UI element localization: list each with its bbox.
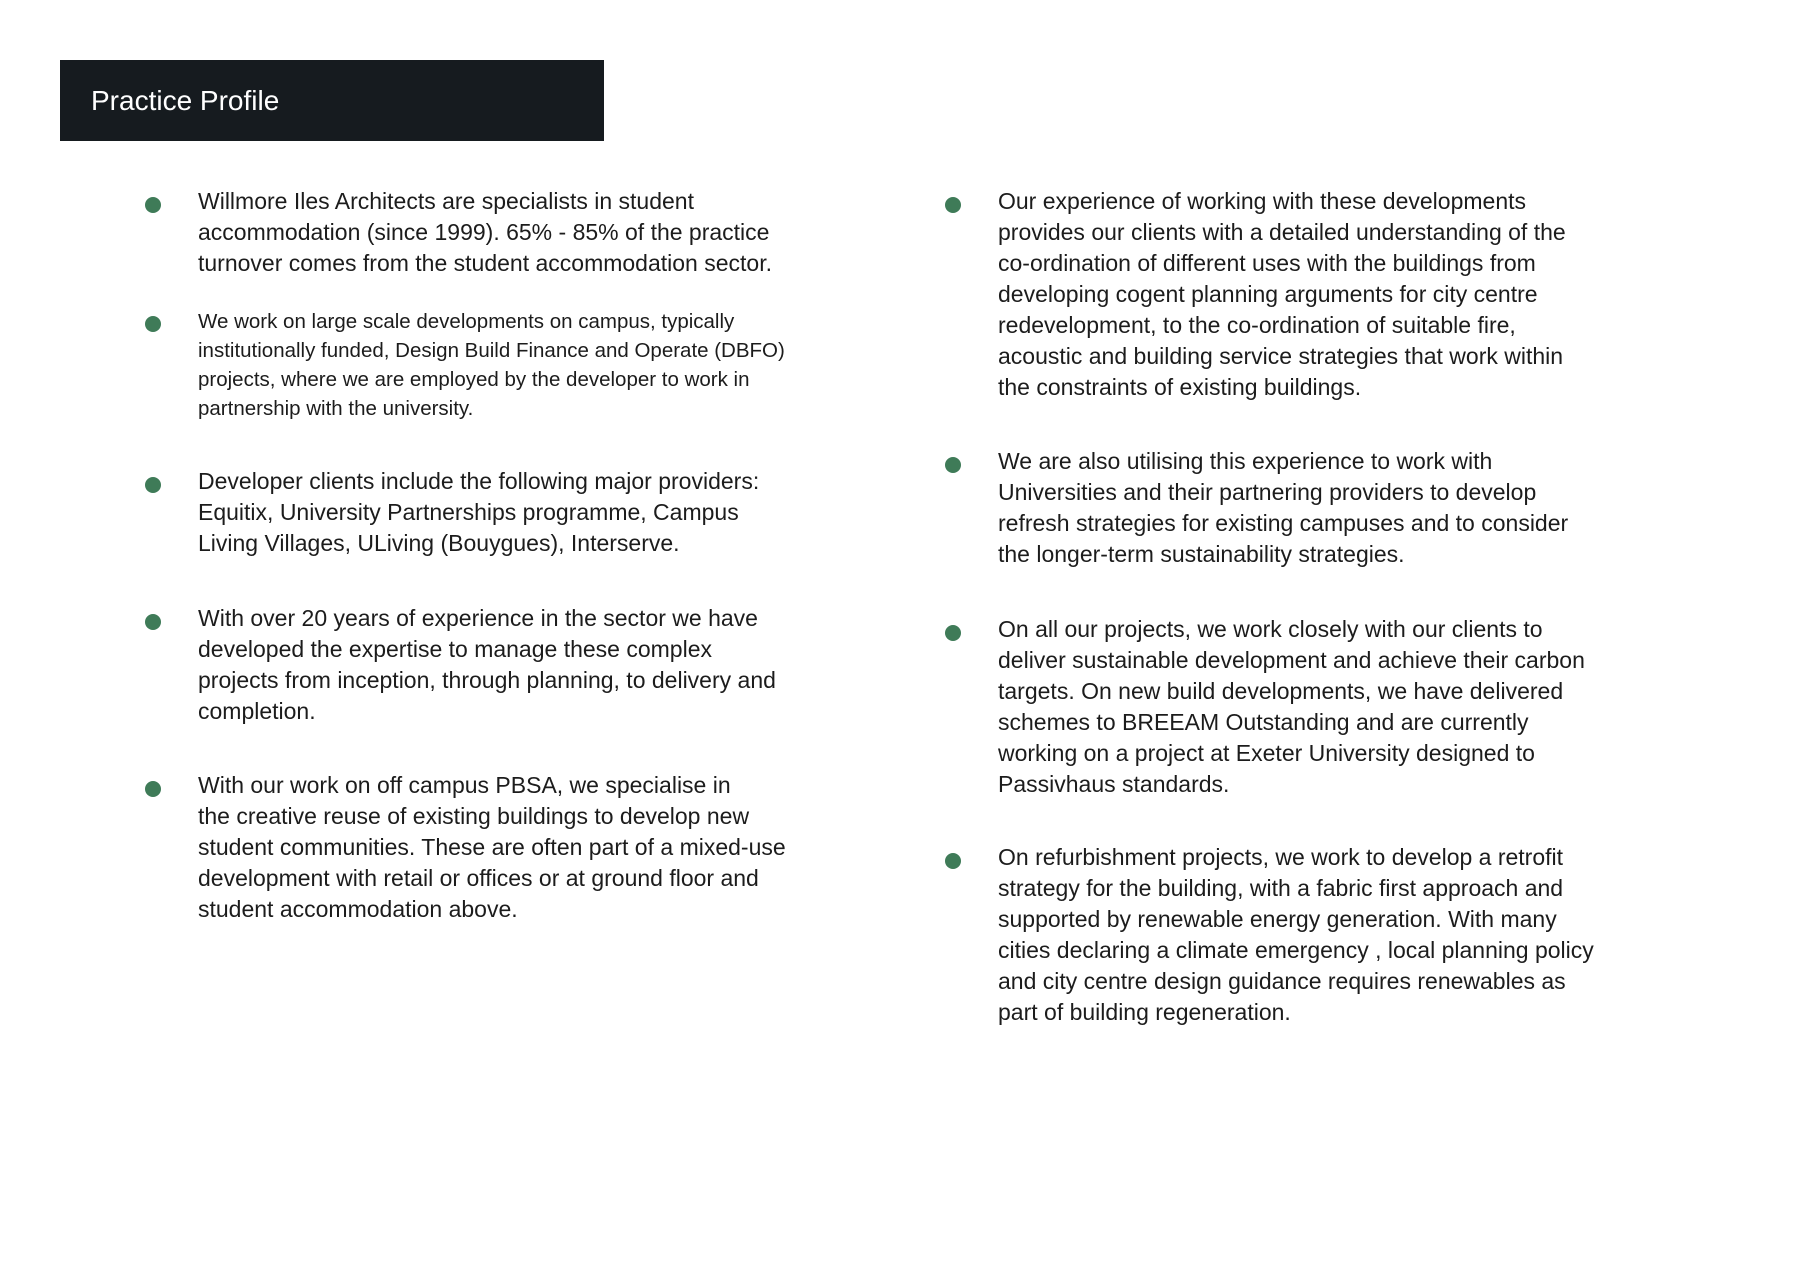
list-item-text: Our experience of working with these developments provides our clients with a detailed understanding of the co-ordination of different uses with the buildings from developing cogent planning arguments for city centre redevelopment, to the co-ordination of suitable fire, acoustic and building service strategies that work within the constraints of existing buildings. [998, 188, 1566, 400]
list-item-text: Developer clients include the following major providers: Equitix, University Partnerships programme, Campus Living Villages, ULiving (Bouygues), Interserve. [198, 468, 760, 556]
list-item-text: On refurbishment projects, we work to develop a retrofit strategy for the building, with a fabric first approach and supported by renewable energy generation. With many cities declaring a climate emergency , local planning policy and city centre design guidance requires renewables as part of building regeneration. [998, 844, 1594, 1025]
bullet-dot-icon [945, 197, 961, 213]
bullet-dot-icon [145, 781, 161, 797]
list-item-text: With over 20 years of experience in the sector we have developed the expertise to manage these complex projects from inception, through planning, to delivery and completion. [198, 605, 776, 724]
list-item [145, 466, 908, 559]
list-item [945, 614, 1718, 800]
list-item-text: We work on large scale developments on campus, typically institutionally funded, Design Build Finance and Operate (DBFO) projects, where we are employed by the developer to work in partnership with the university. [198, 310, 785, 420]
list-item [145, 603, 908, 727]
page-title-banner [60, 60, 604, 141]
page-title: Practice Profile [91, 84, 280, 116]
bullet-dot-icon [945, 457, 961, 473]
list-item [145, 770, 908, 925]
list-item-text: We are also utilising this experience to work with Universities and their partnering providers to develop refresh strategies for existing campuses and to consider the longer-term sustainability strategies. [998, 448, 1569, 567]
list-item-text: Willmore Iles Architects are specialists in student accommodation (since 1999). 65% - 85% of the practice turnover comes from the student accommodation sector. [198, 188, 772, 276]
list-item [945, 446, 1718, 570]
list-item [945, 186, 1718, 403]
bullet-dot-icon [945, 625, 961, 641]
bullet-dot-icon [145, 197, 161, 213]
bullet-dot-icon [145, 316, 161, 332]
list-item [145, 186, 908, 279]
list-item [145, 307, 908, 423]
list-item-text: With our work on off campus PBSA, we specialise in the creative reuse of existing buildings to develop new student communities. These are often part of a mixed-use development with retail or offices or at ground floor and student accommodation above. [198, 772, 786, 922]
bullet-dot-icon [945, 853, 961, 869]
list-item [945, 842, 1718, 1028]
bullet-dot-icon [145, 614, 161, 630]
bullet-dot-icon [145, 477, 161, 493]
list-item-text: On all our projects, we work closely with our clients to deliver sustainable development and achieve their carbon targets. On new build developments, we have delivered schemes to BREEAM Outstanding and are currently working on a project at Exeter University designed to Passivhaus standards. [998, 616, 1585, 797]
